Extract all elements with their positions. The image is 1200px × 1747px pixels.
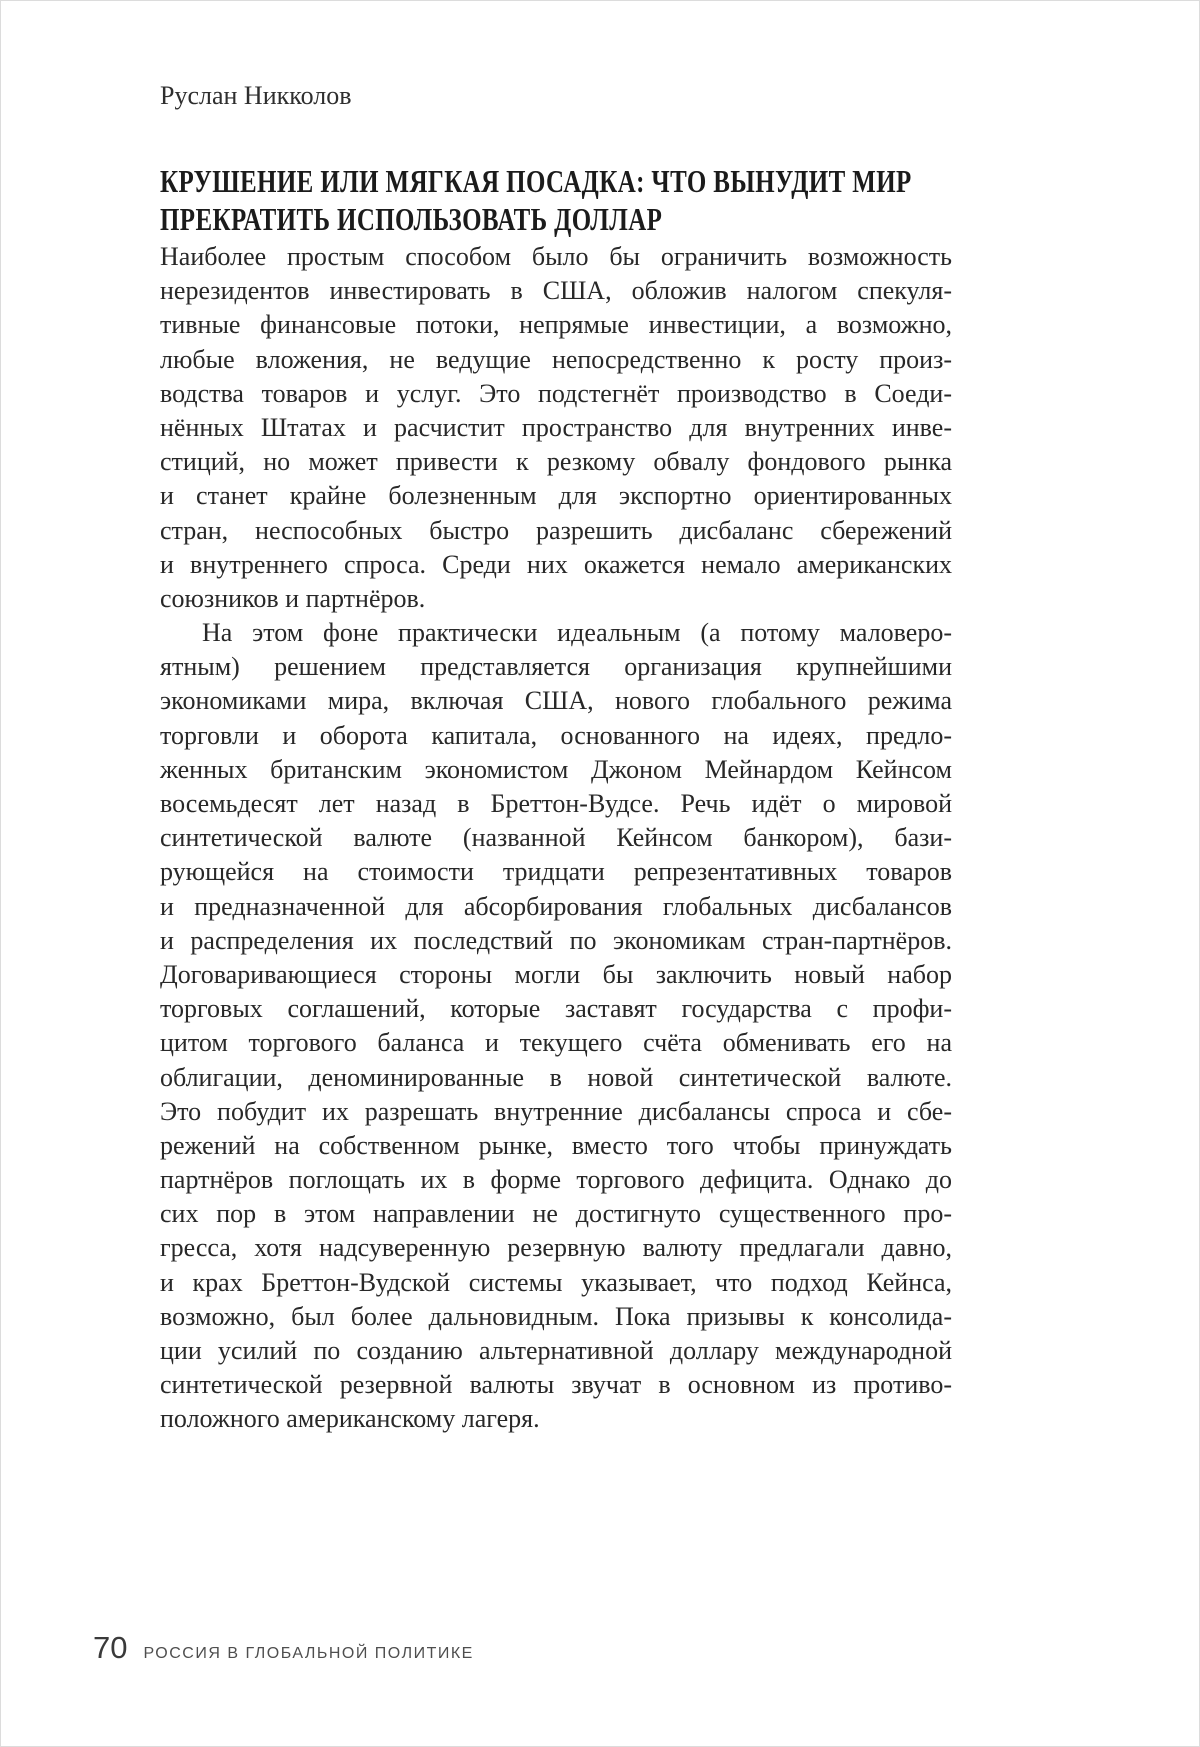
- article-title-line: ПРЕКРАТИТЬ ИСПОЛЬЗОВАТЬ ДОЛЛАР: [160, 201, 663, 237]
- article-body: [160, 240, 952, 1437]
- text-line: экономиками мира, включая США, нового глобального режима: [160, 686, 952, 716]
- text-line: стиций, но может привести к резкому обвалу фондового рынка: [160, 447, 952, 477]
- text-line: сих пор в этом направлении не достигнуто существенного про-: [160, 1199, 952, 1229]
- text-line: торговли и оборота капитала, основанного на идеях, предло-: [160, 720, 952, 750]
- text-line: нерезидентов инвестировать в США, обложив налогом спекуля-: [160, 276, 952, 306]
- text-line: облигации, деноминированные в новой синтетической валюте.: [160, 1062, 952, 1092]
- paragraph: [160, 616, 952, 1437]
- text-line: ятным) решением представляется организация крупнейшими: [160, 652, 952, 682]
- author-name: Руслан Никколов: [160, 81, 352, 110]
- text-line: партнёров поглощать их в форме торгового дефицита. Однако до: [160, 1165, 952, 1195]
- text-line: синтетической валюте (названной Кейнсом банкором), бази-: [160, 823, 952, 853]
- text-line: женных британским экономистом Джоном Мейнардом Кейнсом: [160, 754, 952, 784]
- article-title: [160, 162, 952, 238]
- text-line: Договаривающиеся стороны могли бы заключить новый набор: [160, 959, 952, 989]
- page-number: 70: [93, 1630, 128, 1665]
- text-line: и крах Бреттон-Вудской системы указывает, что подход Кейнса,: [160, 1267, 952, 1297]
- text-line: гресса, хотя надсуверенную резервную валюту предлагали давно,: [160, 1233, 952, 1263]
- text-line: рующейся на стоимости тридцати репрезентативных товаров: [160, 857, 952, 887]
- text-line: и станет крайне болезненным для экспортно ориентированных: [160, 481, 952, 511]
- text-line: возможно, был более дальновидным. Пока призывы к консолида-: [160, 1301, 952, 1331]
- paragraph: [160, 240, 952, 616]
- text-line: цитом торгового баланса и текущего счёта обменивать его на: [160, 1028, 952, 1058]
- text-line: и распределения их последствий по экономикам стран-партнёров.: [160, 925, 952, 955]
- text-line: На этом фоне практически идеальным (а потому маловеро-: [202, 618, 952, 648]
- text-line: торговых соглашений, которые заставят государства с профи-: [160, 994, 952, 1024]
- text-line: положного американскому лагеря.: [160, 1404, 540, 1434]
- text-line: любые вложения, не ведущие непосредственно к росту произ-: [160, 344, 952, 374]
- text-line: и внутреннего спроса. Среди них окажется немало американских: [160, 549, 952, 579]
- journal-name: РОССИЯ В ГЛОБАЛЬНОЙ ПОЛИТИКЕ: [143, 1645, 474, 1662]
- text-line: нённых Штатах и расчистит пространство для внутренних инве-: [160, 412, 952, 442]
- text-line: восемьдесят лет назад в Бреттон-Вудсе. Речь идёт о мировой: [160, 789, 952, 818]
- article-title-line: КРУШЕНИЕ ИЛИ МЯГКАЯ ПОСАДКА: ЧТО ВЫНУДИТ МИР: [160, 163, 912, 199]
- text-line: стран, неспособных быстро разрешить дисбаланс сбережений: [160, 515, 952, 545]
- text-line: синтетической резервной валюты звучат в основном из противо-: [160, 1370, 952, 1400]
- page-footer: [93, 1630, 474, 1666]
- text-line: союзников и партнёров.: [160, 583, 426, 613]
- text-line: ции усилий по созданию альтернативной доллару международной: [160, 1336, 952, 1365]
- text-line: водства товаров и услуг. Это подстегнёт производство в Соеди-: [160, 378, 952, 408]
- text-line: тивные финансовые потоки, непрямые инвестиции, а возможно,: [160, 310, 952, 340]
- text-line: Наиболее простым способом было бы ограничить возможность: [160, 242, 952, 271]
- text-line: Это побудит их разрешать внутренние дисбалансы спроса и сбе-: [160, 1096, 952, 1126]
- text-line: режений на собственном рынке, вместо того чтобы принуждать: [160, 1130, 952, 1160]
- text-line: и предназначенной для абсорбирования глобальных дисбалансов: [160, 891, 952, 921]
- text-block: [160, 0, 952, 1437]
